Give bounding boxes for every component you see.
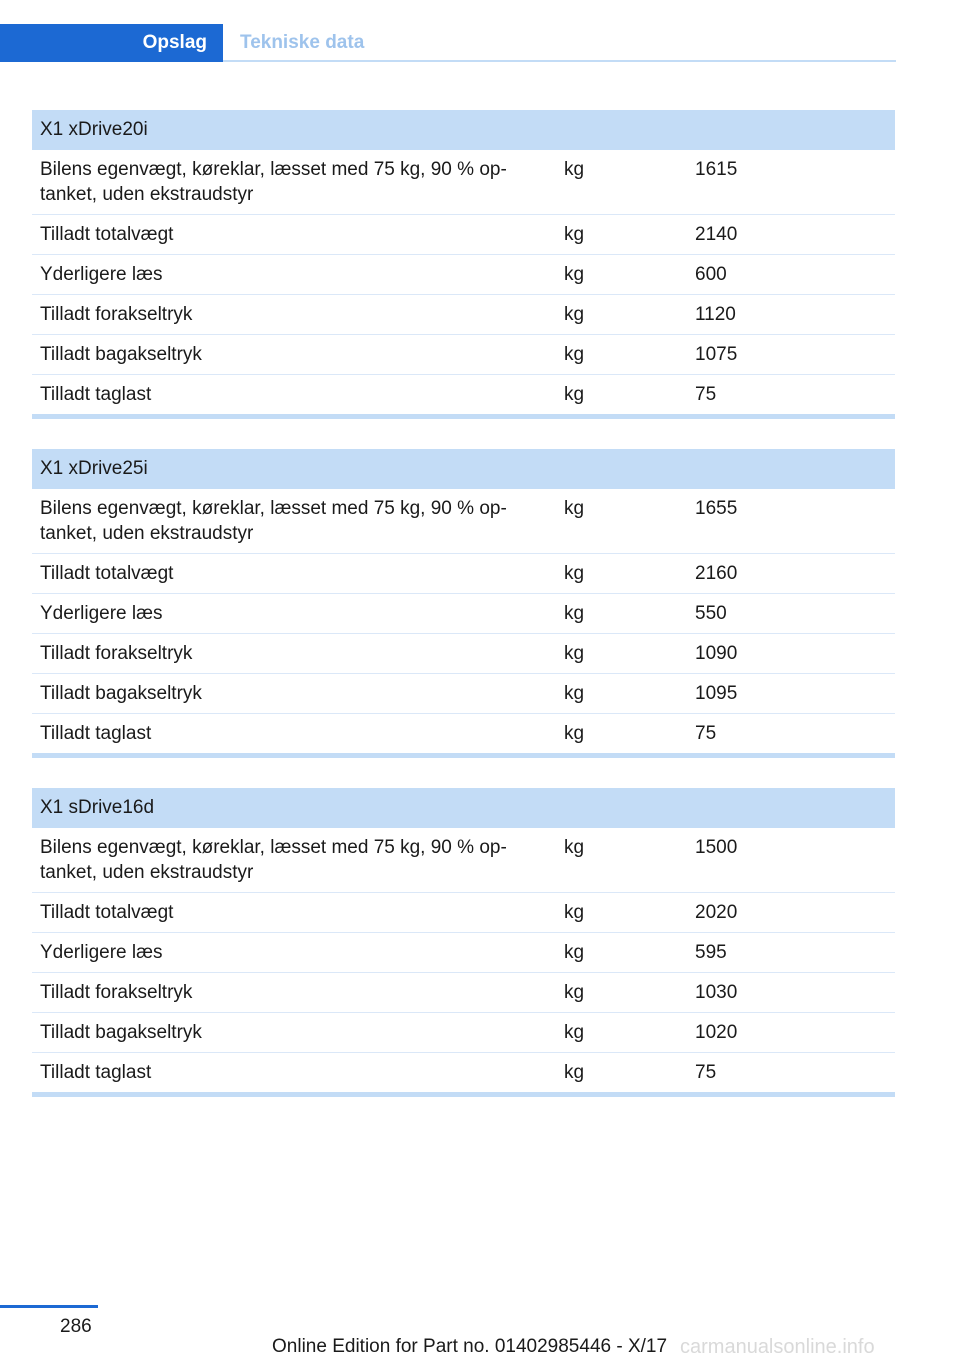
row-label: Bilens egenvægt, køreklar, læsset med 75 kg, 90 % op‐ tanket, uden ekstraudstyr [32,828,556,893]
row-unit: kg [556,375,687,417]
table-row [32,828,895,893]
table-row [32,554,895,594]
row-label: Tilladt forakseltryk [32,634,556,674]
row-value: 550 [687,594,895,634]
row-unit: kg [556,335,687,375]
row-label: Tilladt taglast [32,375,556,417]
row-value: 1500 [687,828,895,893]
tab-opslag[interactable]: Opslag [0,24,223,62]
row-label: Tilladt taglast [32,1053,556,1095]
row-value: 1095 [687,674,895,714]
row-label: Bilens egenvægt, køreklar, læsset med 75 kg, 90 % op‐ tanket, uden ekstraudstyr [32,150,556,215]
row-label: Tilladt forakseltryk [32,295,556,335]
edition-text: Online Edition for Part no. 01402985446 - X/17 [272,1336,668,1357]
table-title: X1 xDrive25i [32,449,895,489]
row-value: 1655 [687,489,895,554]
row-label: Yderligere læs [32,933,556,973]
page-header [0,24,896,62]
row-value: 2020 [687,893,895,933]
header-divider [223,60,896,62]
table-row [32,489,895,554]
row-unit: kg [556,255,687,295]
row-value: 1090 [687,634,895,674]
table-row [32,335,895,375]
spec-table-xdrive25i [32,449,895,758]
table-row [32,1053,895,1095]
row-value: 1615 [687,150,895,215]
table-row [32,295,895,335]
row-value: 2140 [687,215,895,255]
table-row [32,215,895,255]
table-row [32,933,895,973]
row-unit: kg [556,1053,687,1095]
row-label: Tilladt bagakseltryk [32,674,556,714]
table-row [32,893,895,933]
row-unit: kg [556,828,687,893]
row-value: 1020 [687,1013,895,1053]
row-unit: kg [556,295,687,335]
row-value: 1075 [687,335,895,375]
row-unit: kg [556,634,687,674]
row-unit: kg [556,1013,687,1053]
row-label: Yderligere læs [32,594,556,634]
row-label: Tilladt bagakseltryk [32,1013,556,1053]
table-title: X1 xDrive20i [32,110,895,150]
table-title: X1 sDrive16d [32,788,895,828]
tables-container [32,110,895,1127]
table-row [32,674,895,714]
row-label: Tilladt taglast [32,714,556,756]
row-value: 600 [687,255,895,295]
table-row [32,255,895,295]
row-value: 595 [687,933,895,973]
row-label: Tilladt totalvægt [32,554,556,594]
row-unit: kg [556,594,687,634]
row-value: 1120 [687,295,895,335]
row-label: Yderligere læs [32,255,556,295]
row-value: 1030 [687,973,895,1013]
table-row [32,714,895,756]
row-label: Tilladt bagakseltryk [32,335,556,375]
spec-table-xdrive20i [32,110,895,419]
row-unit: kg [556,150,687,215]
row-value: 2160 [687,554,895,594]
row-unit: kg [556,554,687,594]
page-number: 286 [60,1316,92,1337]
row-label: Tilladt forakseltryk [32,973,556,1013]
row-value: 75 [687,714,895,756]
page-number-rule [0,1305,98,1308]
table-row [32,1013,895,1053]
row-value: 75 [687,375,895,417]
row-unit: kg [556,893,687,933]
table-row [32,594,895,634]
row-unit: kg [556,489,687,554]
row-unit: kg [556,933,687,973]
row-unit: kg [556,714,687,756]
row-label: Bilens egenvægt, køreklar, læsset med 75 kg, 90 % op‐ tanket, uden ekstraudstyr [32,489,556,554]
watermark: carmanualsonline.info [680,1336,875,1358]
tab-tekniske-data[interactable]: Tekniske data [240,32,365,53]
row-value: 75 [687,1053,895,1095]
row-unit: kg [556,674,687,714]
row-unit: kg [556,215,687,255]
row-unit: kg [556,973,687,1013]
row-label: Tilladt totalvægt [32,893,556,933]
table-row [32,150,895,215]
table-row [32,634,895,674]
table-row [32,973,895,1013]
table-row [32,375,895,417]
spec-table-sdrive16d [32,788,895,1097]
row-label: Tilladt totalvægt [32,215,556,255]
